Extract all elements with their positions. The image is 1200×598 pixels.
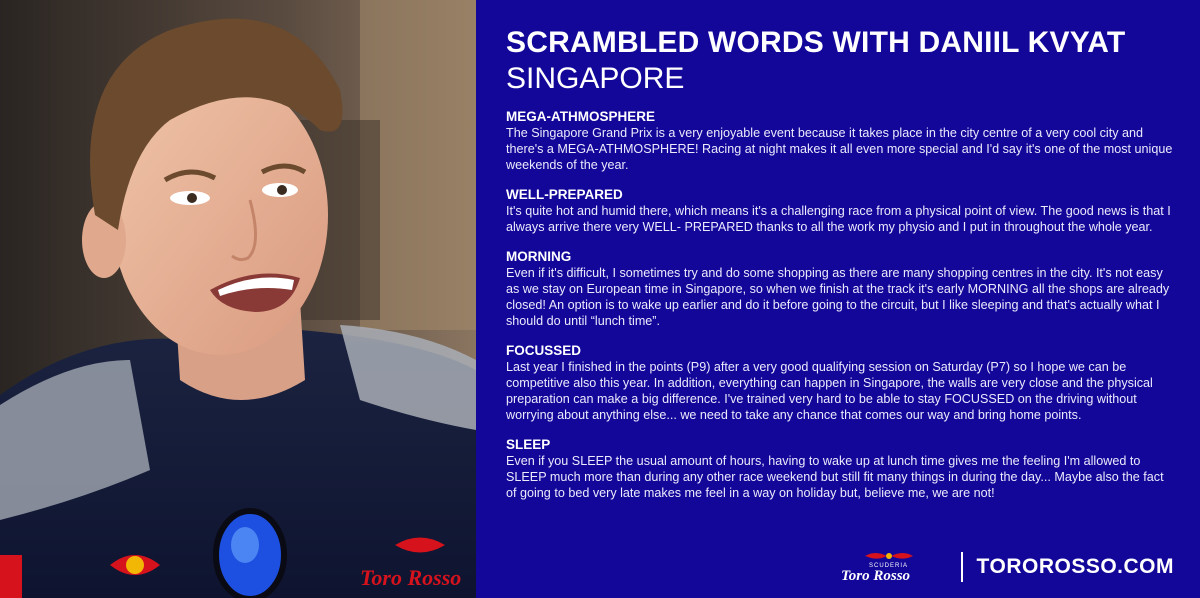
shirt-logo-text: Toro Rosso	[360, 565, 462, 590]
page-subtitle: SINGAPORE	[506, 62, 685, 95]
word-sections	[506, 109, 1176, 515]
section-sleep	[506, 437, 1176, 501]
section-heading: SLEEP	[506, 437, 551, 452]
bull-icon	[865, 553, 887, 559]
logo-main-text: Toro Rosso	[840, 568, 910, 584]
section-focussed	[506, 343, 1176, 423]
section-mega-atmosphere	[506, 109, 1176, 173]
section-well-prepared	[506, 187, 1176, 235]
section-text: Even if it's difficult, I sometimes try and do some shopping as there are many shopping centres in the city. It's not easy as we stay on European time in Singapore, so when we finish at the track it's early MORNING all the shops are already closed! An option is to wake up earlier and do it before going to the circuit, but I like sleeping and that's actually what I should do until “lunch time”.	[506, 266, 1170, 328]
footer-divider	[961, 552, 963, 582]
driver-photo	[0, 0, 476, 598]
website-link[interactable]: TOROROSSO.COM	[976, 555, 1174, 578]
footer	[835, 550, 1174, 584]
text-panel	[476, 0, 1200, 598]
section-text: It's quite hot and humid there, which means it's a challenging race from a physical point of view. The good news is that I always arrive there very WELL- PREPARED thanks to all the work my physio and I put in throughout the whole year.	[506, 204, 1171, 234]
logo-top-text: SCUDERIA	[868, 563, 908, 569]
section-morning	[506, 249, 1176, 329]
section-heading: MORNING	[506, 249, 572, 264]
driver-photo-illustration	[0, 0, 476, 598]
page-title: SCRAMBLED WORDS WITH DANIIL KVYAT	[506, 26, 1126, 59]
section-heading: WELL-PREPARED	[506, 187, 623, 202]
section-text: Last year I finished in the points (P9) after a very good qualifying session on Saturday (P7) so I hope we can be competitive also this year. In addition, everything can happen in Singapore, the walls are very close and the physical preparation can make a big difference. I've trained very hard to be able to stay FOCUSSED on the driving without worrying about anything else... we need to take any chance that comes our way and bring home points.	[506, 360, 1153, 422]
section-text: Even if you SLEEP the usual amount of hours, having to wake up at lunch time gives me the feeling I'm allowed to SLEEP much more than during any other race weekend but still fit many things in during the day... Maybe also the fact of going to bed very late makes me feel in a way on holiday but, believe me, we are not!	[506, 454, 1164, 500]
section-heading: FOCUSSED	[506, 343, 582, 358]
toro-rosso-logo	[835, 550, 947, 584]
section-heading: MEGA-ATHMOSPHERE	[506, 109, 656, 124]
section-text: The Singapore Grand Prix is a very enjoyable event because it takes place in the city centre of a very cool city and there's a MEGA-ATHMOSPHERE! Racing at night makes it all even more special and I'd say it's one of the most unique weekends of the year.	[506, 126, 1173, 172]
